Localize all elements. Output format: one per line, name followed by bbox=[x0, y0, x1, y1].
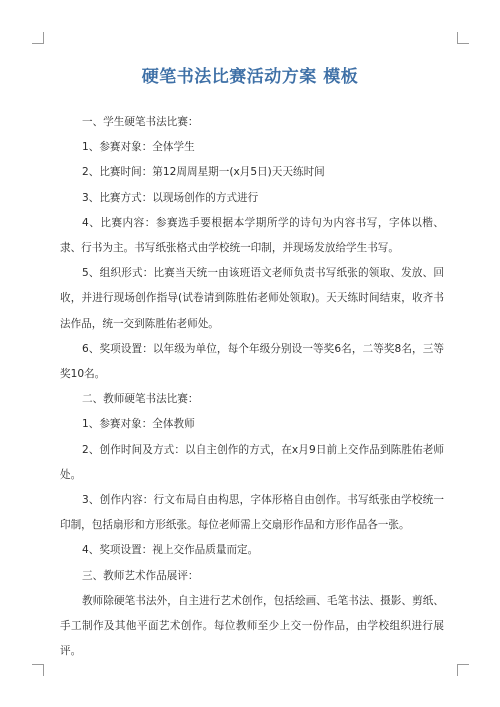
crop-mark-bottom-right bbox=[457, 664, 469, 676]
crop-mark-bottom-left bbox=[32, 664, 44, 676]
teacher-participants: 1、参赛对象：全体教师 bbox=[82, 418, 195, 431]
section-heading-teacher-contest: 二、教师硬笔书法比赛： bbox=[82, 393, 199, 406]
teacher-art-description: 教师除硬笔书法外，自主进行艺术创作，包括绘画、毛笔书法、摄影、剪纸、手工制作及其他平面艺术创作。每位教师至少上交一份作品，由学校组织进行展评。 bbox=[60, 594, 444, 658]
teacher-creation-content: 3、创作内容：行文布局自由构思，字体形格自由创作。书写纸张由学校统一印制，包括扇形和方形纸张。每位老师需上交扇形作品和方形作品各一张。 bbox=[60, 494, 444, 532]
student-contest-time: 2、比赛时间：第12周周星期一(x月5日)天天练时间 bbox=[82, 166, 325, 179]
crop-mark-top-left bbox=[32, 32, 44, 44]
teacher-contest-awards: 4、奖项设置：视上交作品质量而定。 bbox=[82, 544, 259, 557]
student-contest-awards: 6、奖项设置：以年级为单位，每个年级分别设一等奖6名，二等奖8名，三等奖10名。 bbox=[60, 342, 444, 381]
student-participants: 1、参赛对象：全体学生 bbox=[82, 141, 195, 154]
section-heading-teacher-art: 三、教师艺术作品展评： bbox=[82, 569, 199, 582]
student-contest-organization: 5、组织形式：比赛当天统一由该班语文老师负责书写纸张的领取、发放、回收，并进行现场创作指导(试卷请到陈胜佑老师处领取)。天天练时间结束，收齐书法作品，统一交到陈胜佑老师处。 bbox=[60, 267, 444, 330]
document-title: 硬笔书法比赛活动方案 模板 bbox=[141, 67, 359, 87]
teacher-creation-time: 2、创作时间及方式：以自主创作的方式，在x月9日前上交作品到陈胜佑老师处。 bbox=[60, 443, 444, 481]
document-body bbox=[60, 110, 444, 664]
crop-mark-top-right bbox=[457, 32, 469, 44]
student-contest-method: 3、比赛方式：以现场创作的方式进行 bbox=[82, 191, 259, 204]
section-heading-student-contest: 一、学生硬笔书法比赛： bbox=[82, 116, 199, 128]
student-contest-content: 4、比赛内容：参赛选手要根据本学期所学的诗句为内容书写，字体以楷、隶、行书为主。书写纸张格式由学校统一印制，并现场发放给学生书写。 bbox=[60, 216, 444, 255]
